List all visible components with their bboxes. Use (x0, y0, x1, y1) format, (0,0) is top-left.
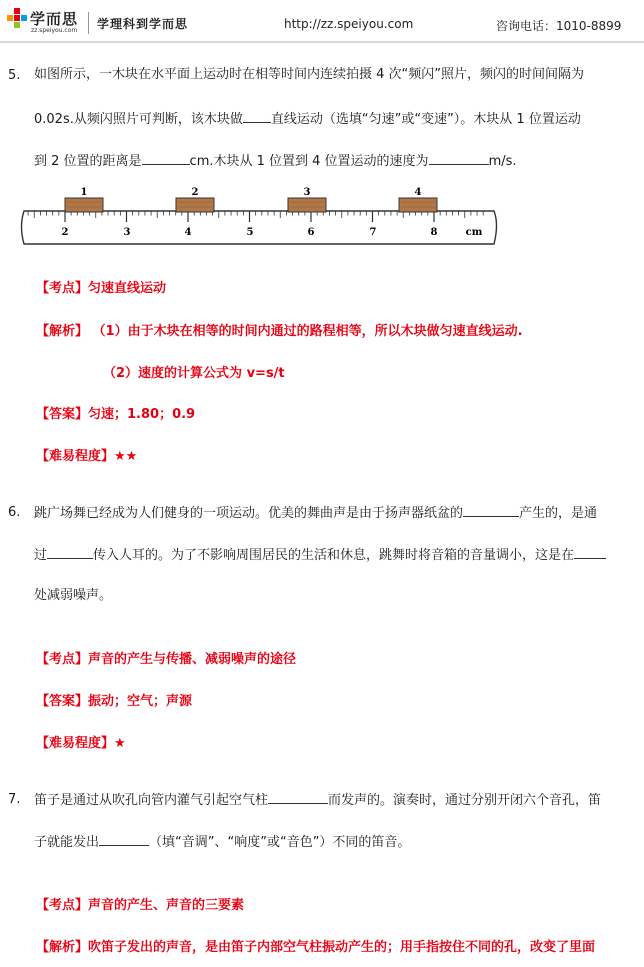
block-label: 2 (191, 187, 199, 198)
q7-kaodian: 【考点】声音的产生、声音的三要素 (36, 898, 245, 913)
q7-line-2: 子就能发出 （填“音调”、“响度”或“音色”）不同的笛音。 (34, 835, 411, 850)
ruler-body (22, 211, 497, 244)
q6-kaodian: 【考点】声音的产生与传播、减弱噪声的途径 (36, 652, 297, 667)
scale-label: 3 (123, 227, 131, 238)
q6-answer: 【答案】振动；空气；声源 (36, 694, 193, 709)
question-number: 6. (8, 505, 21, 520)
q6-line-1: 跳广场舞已经成为人们健身的一项运动。优美的舞曲声是由于扬声器纸盆的 产生的，是通 (34, 506, 598, 521)
slogan: 学理科到学而思 (97, 17, 189, 31)
unit-label: cm (465, 227, 483, 238)
ruler-figure (18, 184, 500, 250)
q6-line-3: 处减弱噪声。 (34, 588, 113, 603)
answer-blank[interactable] (99, 834, 149, 846)
answer-blank[interactable] (47, 547, 93, 559)
scale-label: 4 (184, 227, 192, 238)
wood-block-3 (288, 198, 326, 212)
scale-label: 5 (246, 227, 254, 238)
block-label: 1 (80, 187, 88, 198)
brand-name: 学而思 (30, 10, 79, 28)
wood-block-1 (65, 198, 103, 212)
q6-line-2: 过 传入人耳的。为了不影响周围居民的生活和休息，跳舞时将音箱的音量调小，这是在 (34, 547, 606, 563)
answer-blank[interactable] (243, 111, 271, 123)
header-rule (0, 41, 644, 43)
q5-jiexi-1: 【解析】 （1）由于木块在相等的时间内通过的路程相等，所以木块做匀速直线运动. (36, 324, 523, 339)
answer-blank[interactable] (429, 153, 489, 165)
q6-difficulty: 【难易程度】★ (36, 736, 126, 751)
xueersi-logo-icon (7, 8, 27, 28)
question-number: 5. (8, 68, 21, 83)
q7-line-1: 笛子是通过从吹孔向管内灌气引起空气柱 而发声的。演奏时，通过分别开闭六个音孔，笛 (34, 793, 602, 808)
wood-block-4 (399, 198, 437, 212)
q5-line-1: 如图所示，一木块在水平面上运动时在相等时间内连续拍摄 4 次“频闪”照片，频闪的时间间隔为 (34, 67, 585, 82)
site-url[interactable]: http://zz.speiyou.com (284, 17, 414, 31)
answer-blank[interactable] (142, 153, 190, 165)
block-label: 3 (303, 187, 311, 198)
header-divider (88, 12, 89, 34)
scale-label: 6 (307, 227, 315, 238)
q5-jiexi-2: （2）速度的计算公式为 v=s/t (103, 366, 285, 381)
q5-kaodian: 【考点】匀速直线运动 (36, 281, 167, 296)
phone-number: 咨询电话：1010-8899 (496, 19, 622, 33)
q5-line-2: 0.02s.从频闪照片可判断，该木块做 直线运动（选填“匀速”或“变速”）。木块从 1 位置运动 (34, 112, 581, 127)
scale-label: 7 (369, 227, 377, 238)
question-number: 7. (8, 792, 21, 807)
answer-blank[interactable] (268, 792, 328, 804)
q5-line-3: 到 2 位置的距离是 cm.木块从 1 位置到 4 位置运动的速度为 m/s. (34, 154, 517, 169)
page-header (0, 0, 644, 42)
q7-jiexi: 【解析】吹笛子发出的声音，是由笛子内部空气柱振动产生的；用手指按住不同的孔，改变了里面 (36, 940, 596, 955)
block-label: 4 (414, 187, 422, 198)
brand-url: zz.speiyou.com (31, 27, 78, 34)
wood-block-2 (176, 198, 214, 212)
answer-blank[interactable] (574, 547, 606, 559)
scale-label: 8 (430, 227, 438, 238)
scale-label: 2 (61, 227, 69, 238)
q5-answer: 【答案】匀速；1.80；0.9 (36, 407, 196, 422)
q5-difficulty: 【难易程度】★★ (36, 449, 138, 464)
answer-blank[interactable] (463, 505, 519, 517)
